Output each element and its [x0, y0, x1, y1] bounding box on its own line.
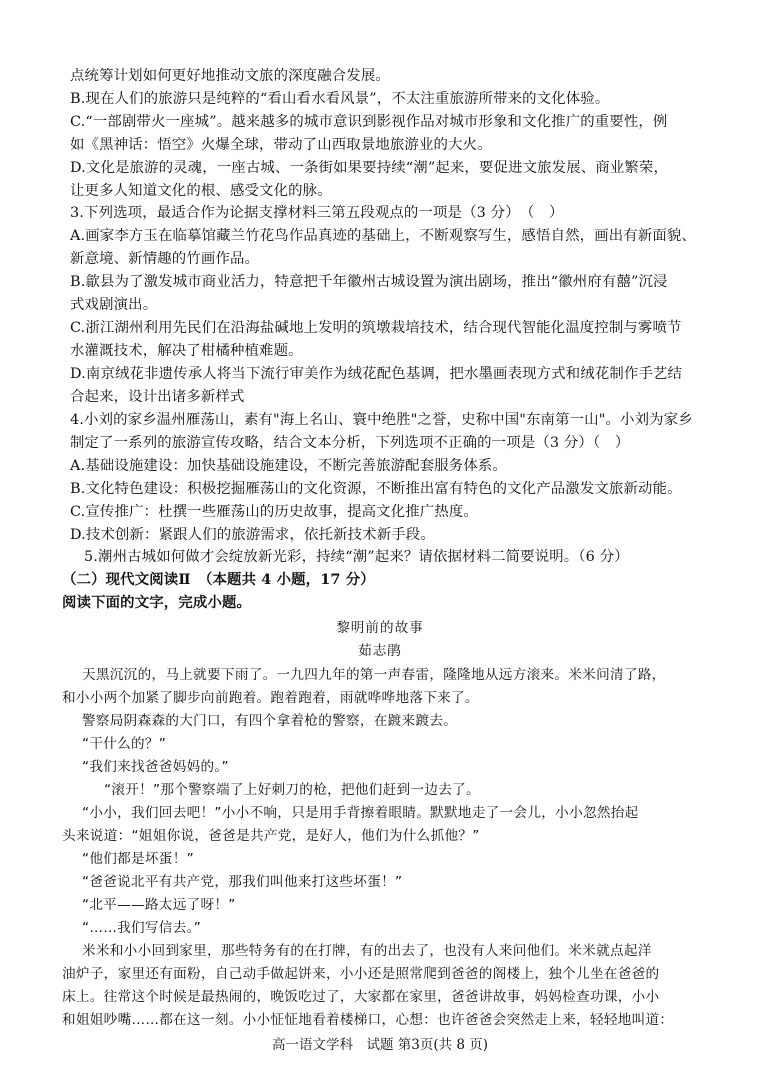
text-line: 水灌溉技术，解决了柑橘种植难题。	[70, 343, 303, 359]
text-line: B.现在人们的旅游只是纯粹的“看山看水看风景”，不太注重旅游所带来的文化体验。	[70, 91, 610, 107]
text-line: 制定了一系列的旅游宣传攻略，结合文本分析，下列选项不正确的一项是（3 分）（ ）	[70, 435, 630, 451]
story-line: 警察局阴森森的大门口，有四个拿着枪的警察，在踱来踱去。	[82, 713, 458, 729]
text-line: 式戏剧演出。	[70, 297, 158, 313]
story-line: 和姐姐吵嘴……都在这一刻。小小怔怔地看着楼梯口，心想：也许爸爸会突然走上来，轻轻地叫道：	[62, 1012, 674, 1028]
story-line: “干什么的？”	[82, 736, 167, 752]
story-line: 和小小两个加紧了脚步向前跑着。跑着跑着，雨就哗哗地落下来了。	[62, 690, 479, 706]
story-author: 茹志鹃	[358, 643, 402, 659]
question-5: 5.潮州古城如何做才会绽放新光彩，持续“潮”起来？请依据材料二简要说明。（6 分）	[84, 549, 629, 565]
text-line: D.文化是旅游的灵魂，一座古城、一条街如果要持续“潮”起来，要促进文旅发展、商业繁荣，	[70, 160, 668, 176]
story-line: “北平——路太远了呀！”	[82, 897, 236, 913]
reading-instruction: 阅读下面的文字，完成小题。	[62, 594, 252, 611]
story-line: “……我们写信去。”	[82, 920, 202, 936]
story-line: 天黑沉沉的，马上就要下雨了。一九四九年的第一声春雷，隆隆地从远方滚来。米米问清了路，	[82, 667, 666, 683]
story-line: 油炉子，家里还有面粉，自己动手做起饼来，小小还是照常爬到爸爸的阁楼上，独个儿坐在爸爸的	[62, 966, 660, 982]
story-line: “他们都是坏蛋！”	[82, 851, 194, 867]
story-line: 头来说道：“姐姐你说，爸爸是共产党，是好人，他们为什么抓他？”	[62, 828, 480, 844]
text-line: 合起来，设计出诸多新样式	[70, 389, 245, 405]
story-line: “小小，我们回去吧！”小小不响，只是用手背擦着眼睛。默默地走了一会儿，小小忽然抬起	[82, 805, 639, 821]
story-line: “我们来找爸爸妈妈的。”	[82, 759, 229, 775]
story-line: “滚开！”那个警察端了上好刺刀的枪，把他们赶到一边去了。	[104, 782, 480, 798]
text-line: 如《黑神话：悟空》火爆全球，带动了山西取景地旅游业的大火。	[70, 137, 492, 153]
section-heading: （二）现代文阅读Ⅱ （本题共 4 小题，17 分）	[62, 571, 375, 588]
option-a: A.画家李方玉在临摹馆藏兰竹花鸟作品真迹的基础上，不断观察写生，感悟自然，画出有新面貌、	[70, 228, 696, 244]
option-d: D.技术创新：紧跟人们的旅游需求，依托新技术新手段。	[70, 527, 435, 543]
story-line: “爸爸说北平有共产党，那我们叫他来打这些坏蛋！”	[82, 874, 403, 890]
story-line: 米米和小小回到家里，那些特务有的在打牌，有的出去了，也没有人来问他们。米米就点起洋	[82, 943, 652, 959]
question-3: 3.下列选项，最适合作为论据支撑材料三第五段观点的一项是（3 分） （ ）	[70, 205, 564, 221]
option-c: C.宣传推广：杜撰一些雁荡山的历史故事，提高文化推广热度。	[70, 504, 478, 520]
text-line: 新意境、新情趣的竹画作品。	[70, 251, 260, 267]
option-a: A.基础设施建设：加快基础设施建设，不断完善旅游配套服务体系。	[70, 458, 507, 474]
text-line: C.“一部剧带火一座城”。越来越多的城市意识到影视作品对城市形象和文化推广的重要性，例	[70, 114, 668, 130]
option-b: B.歙县为了激发城市商业活力，特意把千年徽州古城设置为演出剧场，推出“徽州府有囍”沉浸	[70, 274, 668, 290]
option-c: C.浙江湖州利用先民们在沿海盐碱地上发明的筑墩栽培技术，结合现代智能化温度控制与雾喷节	[70, 320, 682, 336]
story-line: 床上。往常这个时候是最热闹的，晚饭吃过了，大家都在家里，爸爸讲故事，妈妈检查功课，小小	[62, 989, 660, 1005]
option-d: D.南京绒花非遗传承人将当下流行审美作为绒花配色基调，把水墨画表现方式和绒花制作手艺结	[70, 366, 683, 382]
text-line: 点统筹计划如何更好地推动文旅的深度融合发展。	[70, 68, 390, 84]
page-footer: 高一语文学科 试题 第3页(共 8 页)	[271, 1037, 489, 1053]
option-b: B.文化特色建设：积极挖掘雁荡山的文化资源，不断推出富有特色的文化产品激发文旅新动能。	[70, 481, 682, 497]
text-line: 让更多人知道文化的根、感受文化的脉。	[70, 183, 332, 199]
question-4: 4.小刘的家乡温州雁荡山，素有"海上名山、寰中绝胜"之誉，史称中国"东南第一山"。小刘为家乡	[70, 412, 693, 428]
story-title: 黎明前的故事	[336, 620, 424, 636]
